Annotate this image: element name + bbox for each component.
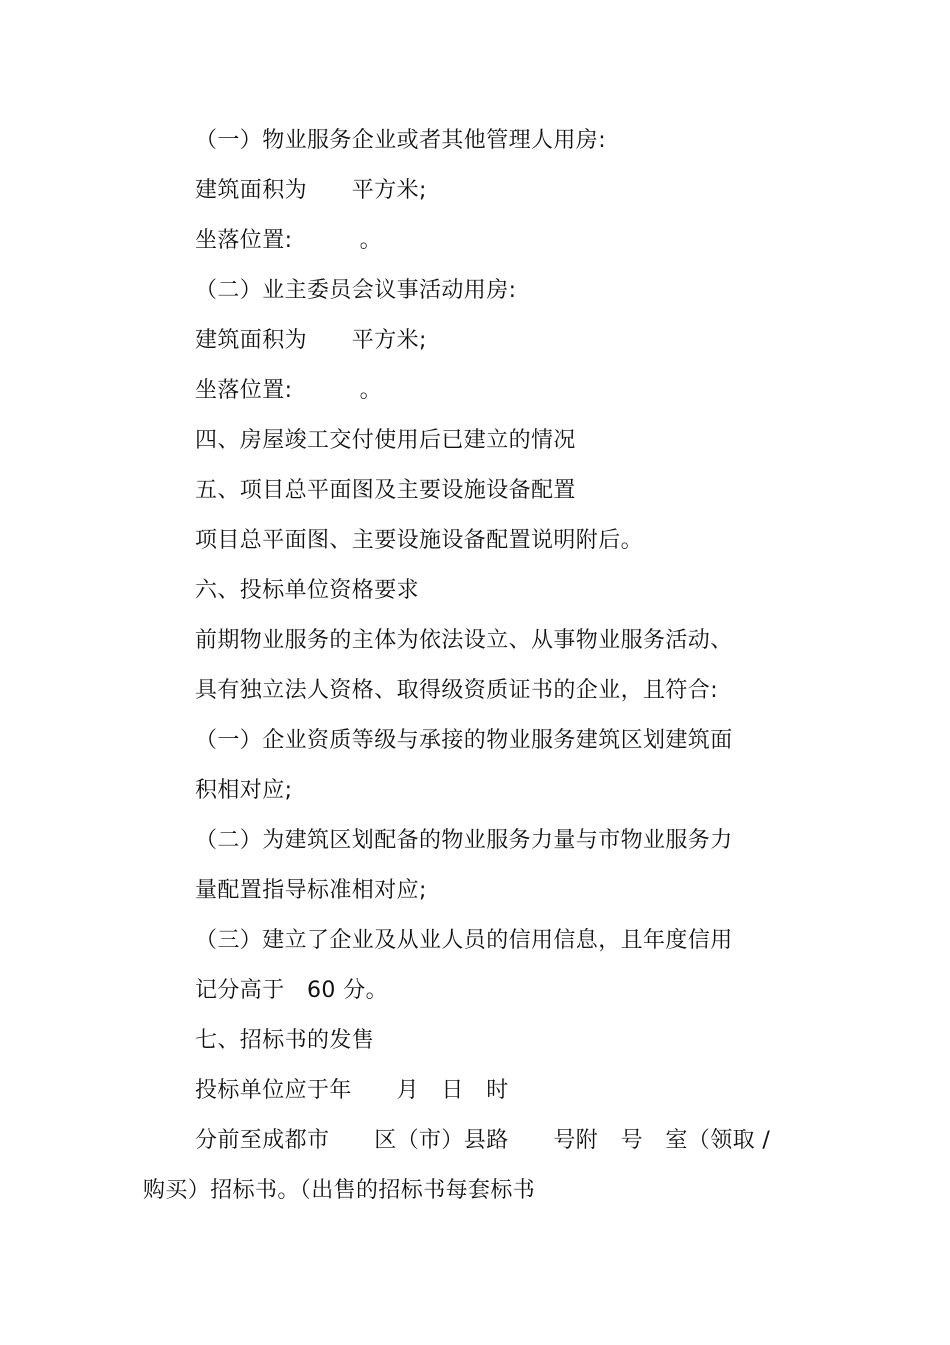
item-one-line-1: （一）企业资质等级与承接的物业服务建筑区划建筑面 xyxy=(195,728,733,753)
location-line-management: 坐落位置: 。 xyxy=(195,228,383,253)
location-line-committee: 坐落位置: 。 xyxy=(195,378,383,403)
heading-section-five: 五、项目总平面图及主要设施设备配置 xyxy=(195,478,576,503)
heading-section-seven: 七、招标书的发售 xyxy=(195,1028,375,1053)
paragraph-plan-attached: 项目总平面图、主要设施设备配置说明附后。 xyxy=(195,528,644,553)
area-line-committee: 建筑面积为 平方米; xyxy=(195,328,427,353)
paragraph-qualification-2: 具有独立法人资格、取得级资质证书的企业，且符合: xyxy=(195,678,719,703)
item-two-line-2: 量配置指导标准相对应; xyxy=(195,878,427,903)
item-two-line-1: （二）为建筑区划配备的物业服务力量与市物业服务力 xyxy=(195,828,733,853)
paragraph-qualification-1: 前期物业服务的主体为依法设立、从事物业服务活动、 xyxy=(195,628,733,653)
paragraph-sale-date: 投标单位应于年 月 日 时 xyxy=(195,1078,509,1103)
area-line-management: 建筑面积为 平方米; xyxy=(195,178,427,203)
heading-section-six: 六、投标单位资格要求 xyxy=(195,578,420,603)
item-three-line-2: 记分高于 60 分。 xyxy=(195,978,388,1003)
item-one-line-2: 积相对应; xyxy=(195,778,293,803)
section-owner-committee-room: （二）业主委员会议事活动用房: xyxy=(195,278,517,303)
paragraph-sale-continued: 购买）招标书。（出售的招标书每套标书 xyxy=(143,1178,536,1203)
heading-section-four: 四、房屋竣工交付使用后已建立的情况 xyxy=(195,428,576,453)
paragraph-sale-location: 分前至成都市 区（市）县路 号附 号 室（领取 / xyxy=(195,1128,771,1153)
item-three-line-1: （三）建立了企业及从业人员的信用信息，且年度信用 xyxy=(195,928,733,953)
section-owner-room-management: （一）物业服务企业或者其他管理人用房: xyxy=(195,128,607,153)
